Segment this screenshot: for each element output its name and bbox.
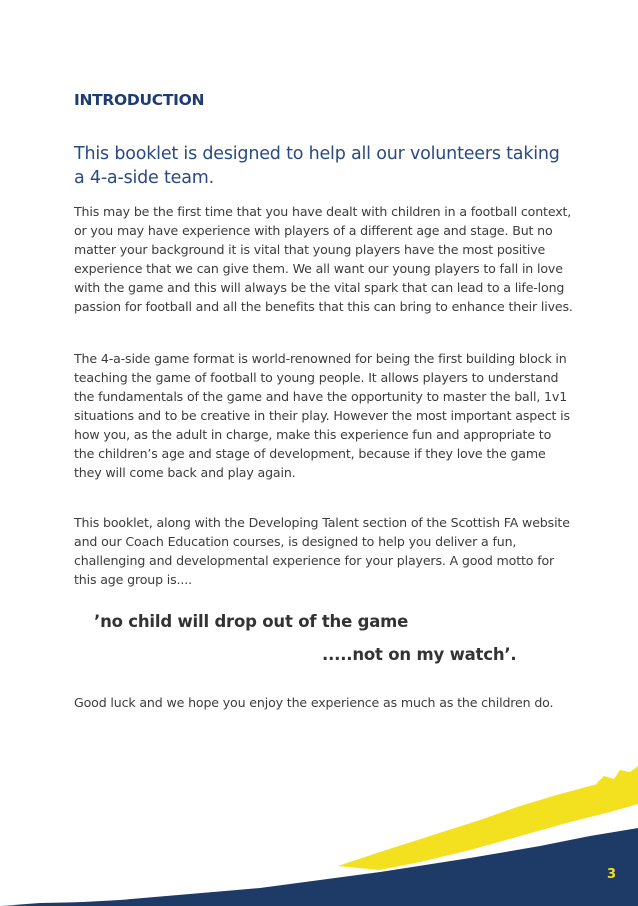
footer-navy-band [10, 828, 638, 906]
quote-line-1: ’no child will drop out of the game [94, 612, 409, 631]
lead-sentence: This booklet is designed to help all our volunteers taking a 4-a-side team. [74, 144, 560, 188]
paragraph-2: The 4-a-side game format is world-renowned for being the first building block in teaching the game of football to young people. It allows players to understand the fundamentals of the game and have the opportunity to master the ball, 1v1 situations and to be creative in their play. However the most important aspect is how you, as the adult in charge, make this experience fun and appropriate to the children’s age and stage of development, because if they love the game they will come back and play again. [74, 351, 570, 480]
page-number: 3 [606, 867, 616, 882]
quote-line-2: .....not on my watch’. [322, 645, 517, 664]
paragraph-3: This booklet, along with the Developing Talent section of the Scottish FA website and our Coach Education courses, is designed to help you deliver a fun, challenging and developmental experience for your players. A good motto for this age group is.... [74, 515, 570, 587]
paragraph-1: This may be the first time that you have dealt with children in a football context, or you may have experience with players of a different age and stage. But no matter your background it is vital that young players have the most positive experience that we can give them. We all want our young players to fall in love with the game and this will always be the vital spark that can lead to a life-long passion for football and all the benefits that this can bring to enhance their lives. [74, 204, 573, 314]
section-heading: INTRODUCTION [74, 91, 205, 109]
paragraph-4: Good luck and we hope you enjoy the experience as much as the children do. [74, 695, 554, 710]
